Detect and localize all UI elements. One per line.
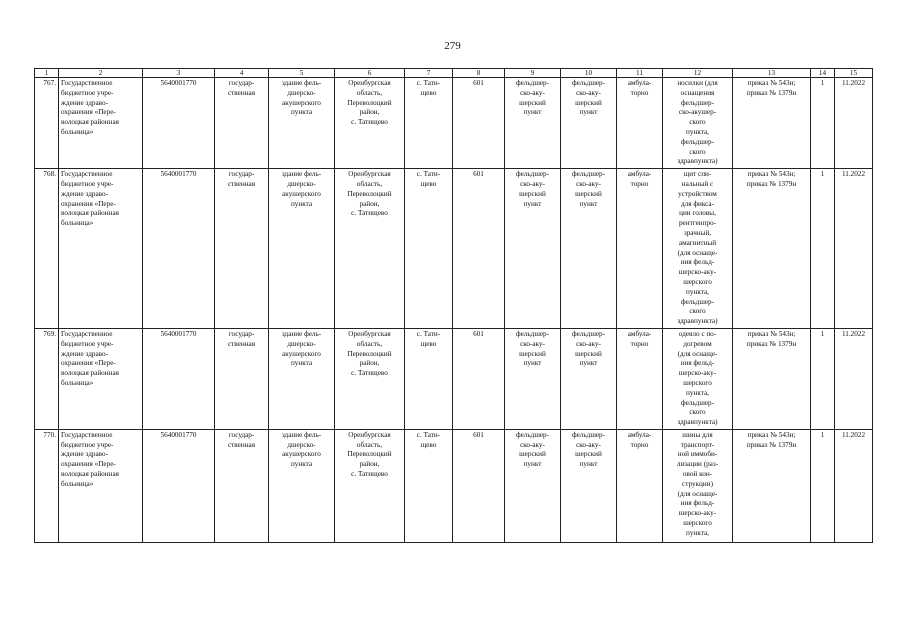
equipment-text: шины для транспорт- ной иммоби- лизации (раз- овой кон- струкции) (для оснаще- ния фельд- шерско-аку- шерского пункта, xyxy=(676,430,719,537)
ownership-cell: государ- ственная xyxy=(215,429,269,542)
address-cell: Оренбургская область, Переволоцкий район, с. Татищево xyxy=(335,328,405,429)
row-number: 770. xyxy=(35,429,59,542)
inn-cell: 5640001770 xyxy=(143,429,215,542)
row-number: 769. xyxy=(35,328,59,429)
inn-cell: 5640001770 xyxy=(143,328,215,429)
column-header: 2 xyxy=(59,69,143,78)
code-cell: 601 xyxy=(453,328,505,429)
table-row xyxy=(35,429,873,542)
unit-type-cell: фельдшер- ско-аку- шерский пункт xyxy=(505,429,561,542)
quantity-cell: 1 xyxy=(811,78,835,169)
table-row xyxy=(35,169,873,329)
date-cell: 11.2022 xyxy=(835,429,873,542)
column-header: 7 xyxy=(405,69,453,78)
inn-cell: 5640001770 xyxy=(143,169,215,329)
code-cell: 601 xyxy=(453,429,505,542)
locality-cell: с. Тати- щево xyxy=(405,78,453,169)
code-cell: 601 xyxy=(453,169,505,329)
table-row xyxy=(35,328,873,429)
unit-name-cell: фельдшер- ско-аку- шерский пункт xyxy=(561,78,617,169)
date-cell: 11.2022 xyxy=(835,169,873,329)
column-header: 3 xyxy=(143,69,215,78)
quantity-cell: 1 xyxy=(811,328,835,429)
quantity-cell: 1 xyxy=(811,169,835,329)
address-cell: Оренбургская область, Переволоцкий район, с. Татищево xyxy=(335,78,405,169)
date-cell: 11.2022 xyxy=(835,78,873,169)
equipment-cell: щит спи- нальный с устройством для фикса- ции головы, рентгенпро- зрачный, амагнитный (для оснаще- ния фельд- шерско-аку- шерского пункта, фельдшер- ского здравпункта) xyxy=(663,169,733,329)
unit-type-cell: фельдшер- ско-аку- шерский пункт xyxy=(505,169,561,329)
inn-cell: 5640001770 xyxy=(143,78,215,169)
column-header: 12 xyxy=(663,69,733,78)
row-number: 768. xyxy=(35,169,59,329)
care-type-cell: амбула- торно xyxy=(617,328,663,429)
order-cell: приказ № 543н; приказ № 1379н xyxy=(733,78,811,169)
column-header: 4 xyxy=(215,69,269,78)
care-type-cell: амбула- торно xyxy=(617,429,663,542)
care-type-cell: амбула- торно xyxy=(617,78,663,169)
locality-cell: с. Тати- щево xyxy=(405,169,453,329)
quantity-cell: 1 xyxy=(811,429,835,542)
holder-name: Государственное бюджетное учре- ждение здраво- охранения «Пере- волоцкая районная больница» xyxy=(59,328,143,429)
column-header: 14 xyxy=(811,69,835,78)
equipment-register-table xyxy=(34,68,873,543)
building-cell: здание фель- дшерско- акушерского пункта xyxy=(269,78,335,169)
column-number-row xyxy=(35,69,873,78)
ownership-cell: государ- ственная xyxy=(215,328,269,429)
column-header: 11 xyxy=(617,69,663,78)
order-cell: приказ № 543н; приказ № 1379н xyxy=(733,328,811,429)
column-header: 13 xyxy=(733,69,811,78)
equipment-cell: носилки (для оснащения фельдшер- ско-акушер- ского пункта, фельдшер- ского здравпункта) xyxy=(663,78,733,169)
unit-name-cell: фельдшер- ско-аку- шерский пункт xyxy=(561,169,617,329)
address-cell: Оренбургская область, Переволоцкий район, с. Татищево xyxy=(335,429,405,542)
column-header: 10 xyxy=(561,69,617,78)
building-cell: здание фель- дшерско- акушерского пункта xyxy=(269,429,335,542)
holder-name: Государственное бюджетное учре- ждение здраво- охранения «Пере- волоцкая районная больница» xyxy=(59,78,143,169)
code-cell: 601 xyxy=(453,78,505,169)
locality-cell: с. Тати- щево xyxy=(405,429,453,542)
column-header: 9 xyxy=(505,69,561,78)
unit-type-cell: фельдшер- ско-аку- шерский пункт xyxy=(505,78,561,169)
column-header: 6 xyxy=(335,69,405,78)
holder-name: Государственное бюджетное учре- ждение здраво- охранения «Пере- волоцкая районная больница» xyxy=(59,429,143,542)
column-header: 1 xyxy=(35,69,59,78)
page-number: 279 xyxy=(444,40,461,52)
care-type-cell: амбула- торно xyxy=(617,169,663,329)
row-number: 767. xyxy=(35,78,59,169)
ownership-cell: государ- ственная xyxy=(215,169,269,329)
unit-name-cell: фельдшер- ско-аку- шерский пункт xyxy=(561,429,617,542)
column-header: 15 xyxy=(835,69,873,78)
unit-type-cell: фельдшер- ско-аку- шерский пункт xyxy=(505,328,561,429)
building-cell: здание фель- дшерско- акушерского пункта xyxy=(269,169,335,329)
ownership-cell: государ- ственная xyxy=(215,78,269,169)
date-cell: 11.2022 xyxy=(835,328,873,429)
equipment-cell xyxy=(663,429,733,542)
order-cell: приказ № 543н; приказ № 1379н xyxy=(733,169,811,329)
equipment-cell: одеяло с по- догревом (для оснаще- ния фельд- шерско-аку- шерского пункта, фельдшер- ского здравпункта) xyxy=(663,328,733,429)
order-cell: приказ № 543н; приказ № 1379н xyxy=(733,429,811,542)
address-cell: Оренбургская область, Переволоцкий район, с. Татищево xyxy=(335,169,405,329)
locality-cell: с. Тати- щево xyxy=(405,328,453,429)
table-row xyxy=(35,78,873,169)
holder-name: Государственное бюджетное учре- ждение здраво- охранения «Пере- волоцкая районная больница» xyxy=(59,169,143,329)
unit-name-cell: фельдшер- ско-аку- шерский пункт xyxy=(561,328,617,429)
column-header: 5 xyxy=(269,69,335,78)
column-header: 8 xyxy=(453,69,505,78)
building-cell: здание фель- дшерско- акушерского пункта xyxy=(269,328,335,429)
